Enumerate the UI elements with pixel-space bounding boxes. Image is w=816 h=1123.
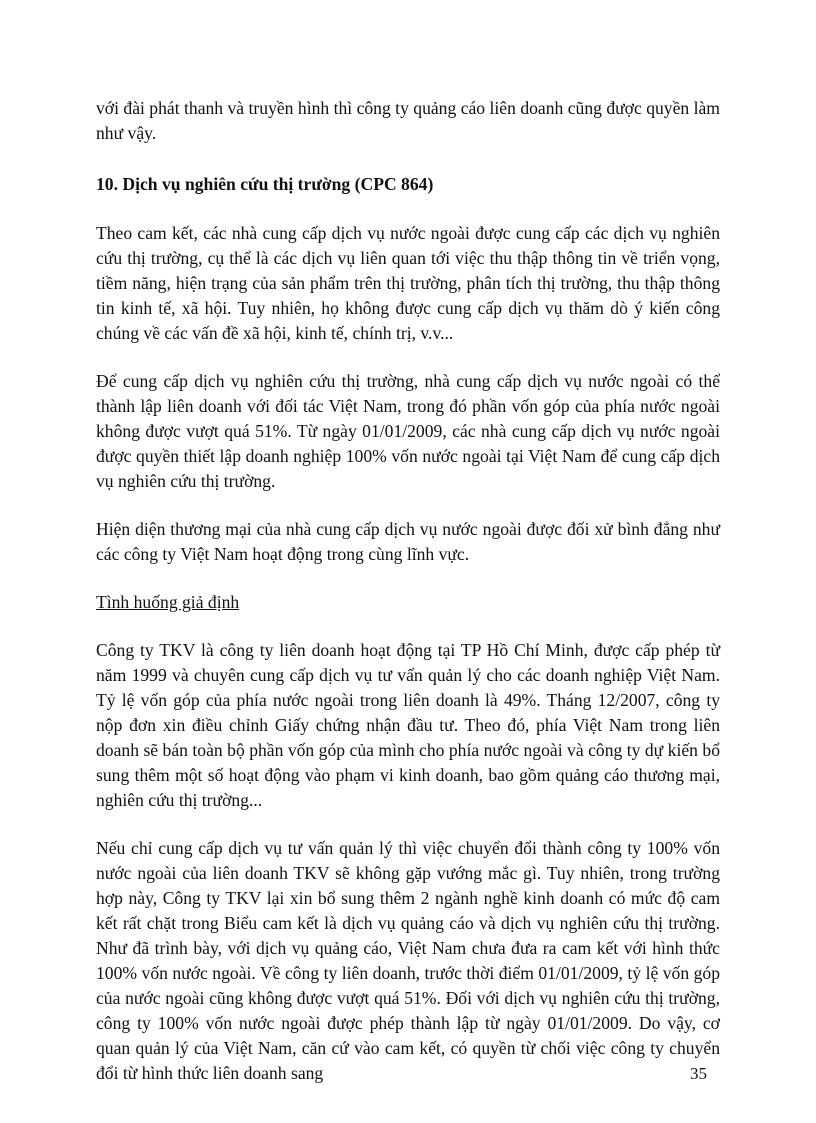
section-heading: 10. Dịch vụ nghiên cứu thị trường (CPC 864)	[96, 174, 434, 194]
page-number: 35	[690, 1064, 707, 1083]
body-paragraph: Hiện diện thương mại của nhà cung cấp dịch vụ nước ngoài được đối xử bình đẳng như các công ty Việt Nam hoạt động trong cùng lĩnh vực.	[96, 519, 720, 564]
body-paragraph: Theo cam kết, các nhà cung cấp dịch vụ nước ngoài được cung cấp các dịch vụ nghiên cứu thị trường, cụ thể là các dịch vụ liên quan tới việc thu thập thông tin về triển vọng, tiềm năng, hiện trạng của sản phẩm trên thị trường, phân tích thị trường, thu thập thông tin kinh tế, xã hội. Tuy nhiên, họ không được cung cấp dịch vụ thăm dò ý kiến công chúng về các vấn đề xã hội, kinh tế, chính trị, v.v...	[96, 223, 720, 343]
case-paragraph: Công ty TKV là công ty liên doanh hoạt động tại TP Hồ Chí Minh, được cấp phép từ năm 1999 và chuyên cung cấp dịch vụ tư vấn quản lý cho các doanh nghiệp Việt Nam. Tỷ lệ vốn góp của phía nước ngoài trong liên doanh là 49%. Tháng 12/2007, công ty nộp đơn xin điều chỉnh Giấy chứng nhận đầu tư. Theo đó, phía Việt Nam trong liên doanh sẽ bán toàn bộ phần vốn góp của mình cho phía nước ngoài và công ty dự kiến bổ sung thêm một số hoạt động vào phạm vi kinh doanh, bao gồm quảng cáo thương mại, nghiên cứu thị trường...	[96, 640, 720, 810]
document-page	[96, 96, 720, 1109]
body-paragraph: Để cung cấp dịch vụ nghiên cứu thị trường, nhà cung cấp dịch vụ nước ngoài có thể thành lập liên doanh với đối tác Việt Nam, trong đó phần vốn góp của phía nước ngoài không được vượt quá 51%. Từ ngày 01/01/2009, các nhà cung cấp dịch vụ nước ngoài được quyền thiết lập doanh nghiệp 100% vốn nước ngoài tại Việt Nam để cung cấp dịch vụ nghiên cứu thị trường.	[96, 371, 720, 491]
case-paragraph: Nếu chỉ cung cấp dịch vụ tư vấn quản lý thì việc chuyển đổi thành công ty 100% vốn nước ngoài của liên doanh TKV sẽ không gặp vướng mắc gì. Tuy nhiên, trong trường hợp này, Công ty TKV lại xin bổ sung thêm 2 ngành nghề kinh doanh có mức độ cam kết rất chặt trong Biểu cam kết là dịch vụ quảng cáo và dịch vụ nghiên cứu thị trường. Như đã trình bày, với dịch vụ quảng cáo, Việt Nam chưa đưa ra cam kết với hình thức 100% vốn nước ngoài. Về công ty liên doanh, trước thời điểm 01/01/2009, tỷ lệ vốn góp của nước ngoài cũng không được vượt quá 51%. Đối với dịch vụ nghiên cứu thị trường, công ty 100% vốn nước ngoài được phép thành lập từ ngày 01/01/2009. Do vậy, cơ quan quản lý của Việt Nam, căn cứ vào cam kết, có quyền từ chối việc công ty chuyển đổi từ hình thức liên doanh sang	[96, 838, 720, 1083]
continuation-paragraph: với đài phát thanh và truyền hình thì công ty quảng cáo liên doanh cũng được quyền làm như vậy.	[96, 98, 720, 143]
case-subheading: Tình huống giả định	[96, 592, 240, 612]
